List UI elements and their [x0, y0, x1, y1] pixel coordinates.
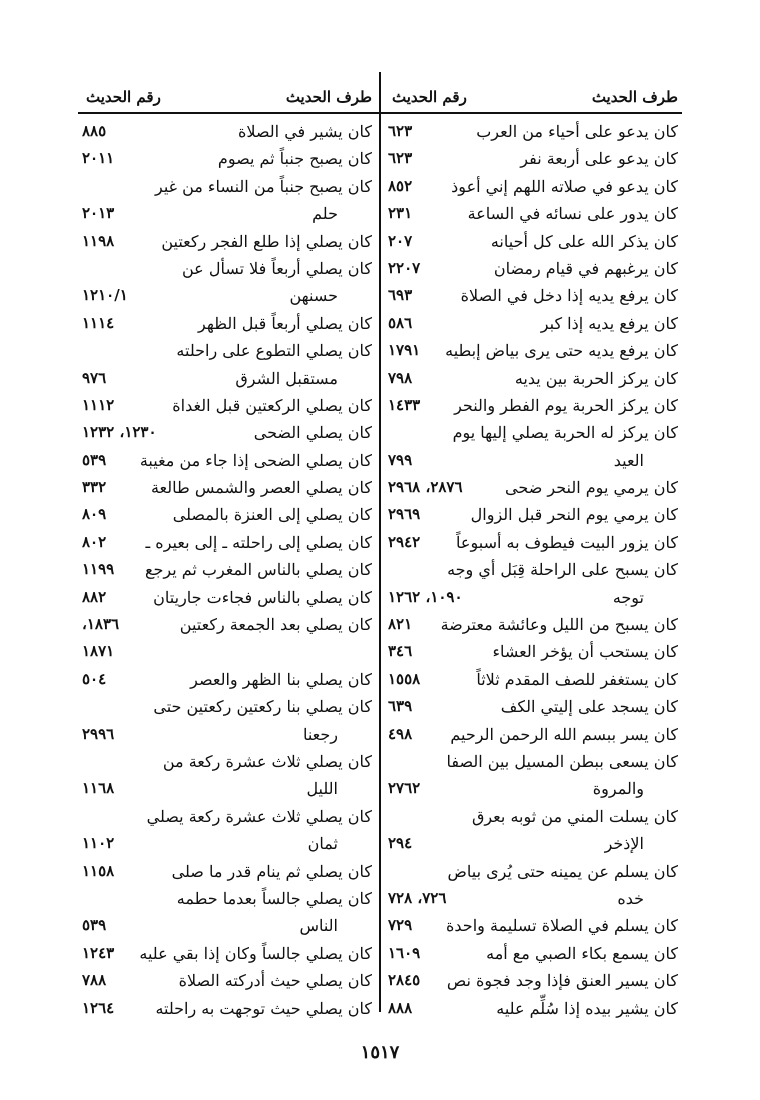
hadith-start-text: كان يشير بيده إذا سُلِّم عليه: [496, 998, 678, 1018]
hadith-number: ٧٨٨: [82, 971, 107, 990]
hadith-number: ٢٧٦٢: [388, 779, 421, 798]
hadith-number: ١١٠٢: [82, 834, 115, 853]
hadith-start-text: كان يركز الحربة بين يديه: [514, 368, 678, 388]
index-entry: [78, 476, 378, 503]
hadith-number: ٢٩٩٦: [82, 724, 115, 743]
index-entry: [78, 723, 378, 750]
left-column: [78, 82, 378, 1024]
hadith-number: ١١٥٨: [82, 861, 115, 880]
hadith-start-text: كان يصلي حيث توجهت به راحلته: [155, 998, 372, 1018]
index-entry: [384, 640, 684, 667]
hadith-start-text: ثمان: [307, 834, 338, 854]
hadith-start-text: كان يرمي يوم النحر ضحى: [505, 478, 678, 498]
hadith-number: ١١٩٨: [82, 231, 115, 250]
hadith-start-text: كان يسجد على إليتي الكف: [500, 697, 678, 717]
index-entry: [384, 860, 684, 887]
hadith-start-text: كان يستغفر للصف المقدم ثلاثاً: [476, 669, 678, 689]
hadith-number: ٢٢٠٧: [388, 258, 421, 277]
index-entry: [78, 832, 378, 859]
hadith-start-text: كان يشير في الصلاة: [238, 122, 372, 141]
hadith-start-text: كان يصلي ثم ينام قدر ما صلى: [171, 861, 372, 881]
right-column: [384, 82, 684, 1024]
column-divider: [379, 72, 381, 1012]
hadith-start-text: كان يصلي الضحى: [253, 423, 372, 443]
hadith-number: ٨٢١: [388, 615, 413, 634]
hadith-number: ٢٩٤: [388, 834, 413, 853]
index-entry: [384, 147, 684, 174]
hadith-start-text: كان يصلي جالساً بعدما حطمه: [176, 888, 372, 908]
hadith-start-text: كان يصلي ثلاث عشرة ركعة يصلي: [146, 806, 372, 826]
index-entry: [384, 531, 684, 558]
index-entry: [384, 832, 684, 859]
hadith-start-text: كان يصلي بالناس فجاءت جاريتان: [153, 587, 372, 607]
hadith-number: ٤٩٨: [388, 724, 413, 743]
hadith-start-text: كان يصلي بنا ركعتين ركعتين حتى: [153, 697, 372, 717]
hadith-number: ١١١٤: [82, 313, 115, 332]
hadith-start-text: كان يصلي إذا طلع الفجر ركعتين: [161, 231, 372, 251]
hadith-start-text: كان يصلي جالساً وكان إذا بقي عليه: [139, 943, 372, 963]
hadith-start-text: كان يسلت المني من ثوبه بعرق: [471, 806, 678, 826]
hadith-start-text: الناس: [299, 916, 338, 936]
hadith-number-heading: رقم الحديث: [86, 88, 161, 106]
index-entry: [384, 284, 684, 311]
hadith-start-text: كان يدور على نسائه في الساعة: [467, 204, 678, 224]
hadith-number: ٢٨٧٦، ٢٩٦٨: [388, 478, 463, 497]
index-entry: [384, 613, 684, 640]
index-entry: [78, 202, 378, 229]
index-entry: [384, 723, 684, 750]
hadith-number: ١٢٦٤: [82, 998, 115, 1017]
index-entry: [78, 750, 378, 777]
index-entry: [384, 230, 684, 257]
hadith-number: ٨٨٢: [82, 587, 107, 606]
index-entry: [78, 586, 378, 613]
index-entry: [384, 421, 684, 448]
index-entry: [384, 914, 684, 941]
hadith-number: ١١٩٩: [82, 560, 115, 579]
hadith-start-text: كان يرغبهم في قيام رمضان: [493, 258, 678, 278]
hadith-start-text: كان يدعو في صلاته اللهم إني أعوذ: [451, 176, 678, 196]
index-entry: [78, 394, 378, 421]
hadith-number: ١٥٥٨: [388, 669, 421, 688]
hadith-number: ٢٩٦٩: [388, 505, 421, 524]
hadith-start-text: كان يزور البيت فيطوف به أسبوعاً: [456, 532, 678, 552]
index-entry: [78, 230, 378, 257]
hadith-start-text: كان يصلي بالناس المغرب ثم يرجع: [144, 560, 372, 580]
hadith-start-text: كان يصلي إلى راحلته ـ إلى بعيره ـ: [145, 532, 372, 552]
index-entry: [384, 558, 684, 585]
index-entry: [78, 942, 378, 969]
hadith-start-text: كان يسر ببسم الله الرحمن الرحيم: [450, 724, 678, 744]
hadith-number: ١٢٤٣: [82, 943, 115, 962]
hadith-number: ٦٢٣: [388, 149, 413, 168]
index-entry: [384, 339, 684, 366]
right-column-rows: [384, 120, 684, 1024]
index-entry: [384, 668, 684, 695]
hadith-number-heading: رقم الحديث: [392, 88, 467, 106]
hadith-number: ٨٠٩: [82, 505, 107, 524]
hadith-number: ١٠٩٠، ١٢٦٢: [388, 587, 463, 606]
index-entry: [78, 449, 378, 476]
index-entry: [384, 750, 684, 777]
hadith-start-heading: طرف الحديث: [285, 88, 372, 106]
hadith-start-text: كان يسير العنق فإذا وجد فجوة نص: [446, 971, 678, 991]
hadith-number: ٩٧٦: [82, 368, 107, 387]
hadith-start-text: مستقبل الشرق: [235, 368, 338, 388]
index-entry: [384, 695, 684, 722]
hadith-number: ٨٠٢: [82, 532, 107, 551]
hadith-start-text: كان يرمي يوم النحر قبل الزوال: [470, 505, 678, 525]
hadith-number: ٧٢٩: [388, 916, 413, 935]
index-entry: [78, 175, 378, 202]
hadith-start-text: كان يرفع يديه إذا دخل في الصلاة: [460, 286, 678, 306]
hadith-number: ٢٠٧: [388, 231, 413, 250]
hadith-start-text: كان يصلي بعد الجمعة ركعتين: [179, 615, 372, 635]
hadith-start-text: كان يصلي العصر والشمس طالعة: [150, 478, 372, 498]
index-entry: [384, 476, 684, 503]
index-entry: [78, 367, 378, 394]
hadith-start-text: كان يصلي التطوع على راحلته: [176, 341, 372, 361]
index-entry: [384, 120, 684, 147]
index-entry: [78, 339, 378, 366]
index-entry: [78, 558, 378, 585]
hadith-number: ١٨٣٦،: [82, 615, 120, 634]
hadith-start-text: كان يسلم عن يمينه حتى يُرى بياض: [447, 861, 678, 881]
hadith-number: ٧٩٩: [388, 450, 413, 469]
hadith-start-text: العيد: [613, 450, 644, 470]
hadith-start-text: كان يرفع يديه إذا كبر: [540, 313, 678, 333]
hadith-number: ٦٢٣: [388, 122, 413, 140]
hadith-start-text: الإذخر: [604, 834, 644, 854]
index-entry: [384, 449, 684, 476]
index-entry: [78, 257, 378, 284]
left-column-rows: [78, 120, 378, 1024]
hadith-number: ١٦٠٩: [388, 943, 421, 962]
hadith-number: ١٤٣٣: [388, 395, 421, 414]
hadith-number: ١٢٣٠، ١٢٣٢: [82, 423, 157, 442]
index-entry: [384, 997, 684, 1024]
index-entry: [384, 969, 684, 996]
hadith-start-text: كان يصلي الضحى إذا جاء من مغيبة: [139, 450, 372, 470]
index-entry: [384, 805, 684, 832]
left-column-header: [78, 82, 378, 112]
hadith-start-text: كان يصلي أربعاً فلا تسأل عن: [182, 258, 372, 278]
hadith-number: ١٢١٠/١: [82, 286, 128, 305]
hadith-number: ٥٨٦: [388, 313, 413, 332]
hadith-number: ١١١٢: [82, 395, 115, 414]
hadith-number: ٥٠٤: [82, 669, 107, 688]
hadith-number: ٢٠١١: [82, 149, 115, 168]
index-entry: [78, 147, 378, 174]
index-entry: [78, 640, 378, 667]
hadith-start-text: خده: [617, 888, 644, 908]
hadith-number: ١٨٧١: [82, 642, 115, 661]
hadith-start-text: والمروة: [592, 779, 644, 799]
hadith-start-text: رجعنا: [302, 724, 338, 744]
index-entry: [384, 887, 684, 914]
hadith-start-text: كان يركز الحربة يوم الفطر والنحر: [454, 395, 678, 415]
index-entry: [78, 914, 378, 941]
hadith-number: ٢٣١: [388, 204, 413, 223]
hadith-start-text: حسنهن: [289, 286, 338, 306]
index-entry: [78, 503, 378, 530]
index-entry: [384, 777, 684, 804]
index-entry: [384, 257, 684, 284]
hadith-start-text: كان يصلي بنا الظهر والعصر: [190, 669, 372, 689]
index-entry: [384, 367, 684, 394]
hadith-number: ٧٩٨: [388, 368, 413, 387]
hadith-start-text: كان يسمع بكاء الصبي مع أمه: [486, 943, 678, 963]
hadith-start-text: كان يسعى ببطن المسيل بين الصفا: [446, 751, 678, 771]
hadith-number: ٧٢٦، ٧٢٨: [388, 888, 447, 907]
hadith-start-heading: طرف الحديث: [591, 88, 678, 106]
hadith-start-text: كان يدعو على أربعة نفر: [520, 149, 678, 169]
hadith-start-text: كان يسلم في الصلاة تسليمة واحدة: [446, 916, 678, 936]
hadith-number: ٦٩٣: [388, 286, 413, 305]
hadith-start-text: كان يرفع يديه حتى يرى بياض إبطيه: [445, 341, 678, 361]
hadith-number: ٦٣٩: [388, 697, 413, 716]
index-entry: [384, 175, 684, 202]
index-entry: [78, 120, 378, 147]
hadith-number: ٥٣٩: [82, 450, 107, 469]
hadith-start-text: كان يذكر الله على كل أحيانه: [490, 231, 678, 251]
hadith-number: ٢٨٤٥: [388, 971, 421, 990]
index-entry: [78, 969, 378, 996]
index-entry: [78, 777, 378, 804]
index-entry: [78, 695, 378, 722]
hadith-start-text: كان يصلي إلى العنزة بالمصلى: [172, 505, 372, 525]
hadith-number: ٨٨٨: [388, 998, 413, 1017]
hadith-number: ٨٨٥: [82, 122, 107, 140]
hadith-start-text: كان يستحب أن يؤخر العشاء: [492, 642, 678, 662]
hadith-start-text: كان يسبح من الليل وعائشة معترضة: [440, 615, 678, 635]
hadith-start-text: كان يسبح على الراحلة قِبَل أي وجه: [447, 560, 678, 580]
hadith-start-text: كان يصبح جنباً ثم يصوم: [217, 149, 372, 169]
hadith-start-text: كان يركز له الحربة يصلي إليها يوم: [452, 423, 678, 443]
hadith-start-text: الليل: [306, 779, 338, 799]
hadith-number: ٢٠١٣: [82, 204, 115, 223]
hadith-number: ٢٩٤٢: [388, 532, 421, 551]
index-entry: [78, 887, 378, 914]
hadith-start-text: كان يدعو على أحياء من العرب: [476, 122, 678, 141]
index-entry: [384, 312, 684, 339]
hadith-start-text: حلم: [312, 204, 338, 224]
hadith-number: ١٧٩١: [388, 341, 421, 360]
hadith-start-text: كان يصلي الركعتين قبل الغداة: [172, 395, 372, 415]
index-entry: [78, 284, 378, 311]
hadith-start-text: كان يصبح جنباً من النساء من غير: [154, 176, 372, 196]
hadith-number: ٣٣٢: [82, 478, 107, 497]
index-entry: [384, 942, 684, 969]
index-entry: [384, 202, 684, 229]
hadith-number: ٨٥٢: [388, 176, 413, 195]
index-entry: [78, 312, 378, 339]
hadith-number: ١١٦٨: [82, 779, 115, 798]
hadith-number: ٣٤٦: [388, 642, 413, 661]
index-entry: [78, 805, 378, 832]
right-column-header: [384, 82, 684, 112]
index-entry: [78, 531, 378, 558]
hadith-start-text: كان يصلي ثلاث عشرة ركعة من: [162, 751, 372, 771]
index-entry: [78, 997, 378, 1024]
index-entry: [384, 503, 684, 530]
hadith-number: ٥٣٩: [82, 916, 107, 935]
index-entry: [78, 613, 378, 640]
index-entry: [384, 394, 684, 421]
index-entry: [78, 668, 378, 695]
hadith-start-text: كان يصلي حيث أدركته الصلاة: [178, 971, 372, 991]
index-entry: [78, 421, 378, 448]
index-entry: [78, 860, 378, 887]
hadith-start-text: توجه: [612, 587, 644, 607]
hadith-start-text: كان يصلي أربعاً قبل الظهر: [197, 313, 372, 333]
index-entry: [384, 586, 684, 613]
page-number: ١٥١٧: [360, 1042, 400, 1063]
